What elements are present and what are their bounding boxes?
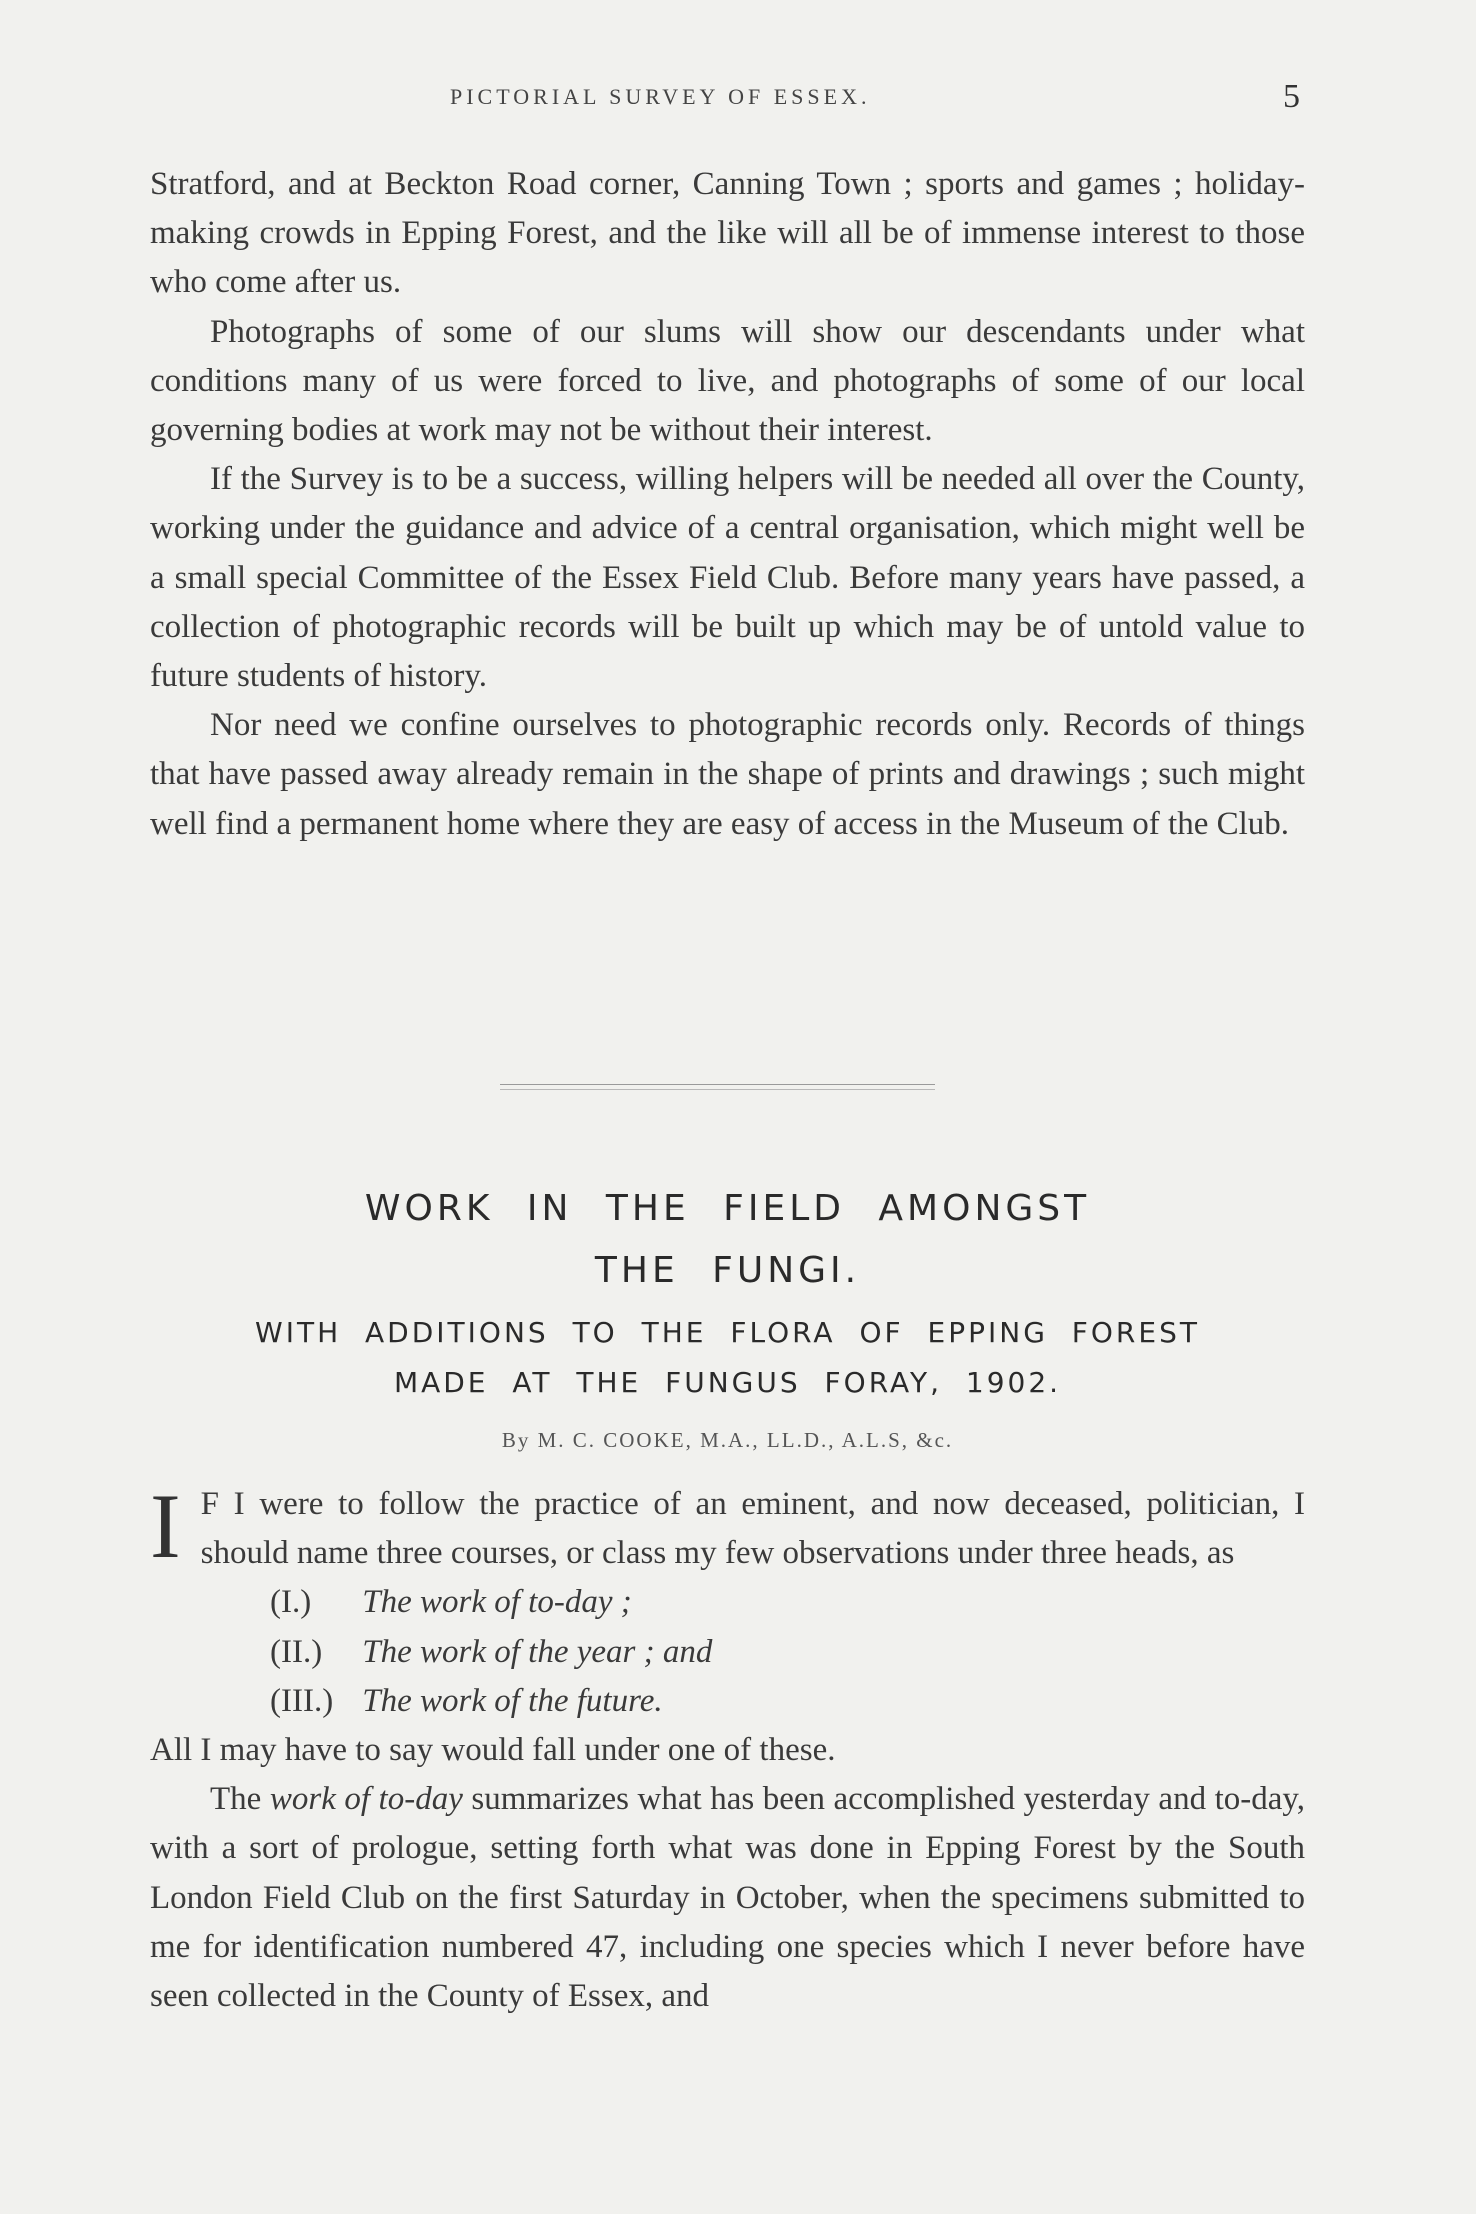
list-number: (III.) <box>270 1682 334 1719</box>
para-rest: summarizes what has been accomplished yesterday and to-day, with a sort of prologue, setting forth what was done in Epping Forest by the South London Field Club on the first Saturday in October, when the specimens submitted to me for identification numbered 47, including one species which I never before have seen collected in the County of Essex, and <box>150 1781 1306 2015</box>
author-byline: By M. C. COOKE, M.A., LL.D., A.L.S, &c. <box>501 1428 954 1452</box>
list-text: The work of the future. <box>362 1682 663 1719</box>
article-title <box>150 1178 1305 1302</box>
paragraph: Nor need we confine ourselves to photographic records only. Records of things that have passed away already remain in the shape of prints and drawings ; such might well find a permanent home where they are easy of access in the Museum of the Club. <box>150 707 1305 842</box>
intro-text: F I were to follow the practice of an eminent, and now deceased, politician, I should name three courses, or class my few observations under three heads, as <box>200 1486 1305 1572</box>
list-item <box>150 1578 1305 1627</box>
list-text: The work of to-day ; <box>362 1584 632 1621</box>
article-subtitle-line: MADE AT THE FUNGUS FORAY, 1902. <box>393 1366 1062 1399</box>
article-subtitle-line: WITH ADDITIONS TO THE FLORA OF EPPING FOREST <box>255 1316 1200 1349</box>
para-start: The <box>210 1781 262 1818</box>
article-subtitle <box>150 1308 1305 1408</box>
paragraph: Stratford, and at Beckton Road corner, Canning Town ; sports and games ; holiday-making crowds in Epping Forest, and the like will all be of immense interest to those who come after us. <box>150 166 1305 301</box>
paragraph: If the Survey is to be a success, willing helpers will be needed all over the County, working under the guidance and advice of a central organisation, which might well be a small special Committee of the Essex Field Club. Before many years have passed, a collection of photographic records will be built up which may be of untold value to future students of history. <box>150 461 1305 695</box>
article-title-line: THE FUNGI. <box>594 1250 861 1291</box>
list-number: (I.) <box>270 1584 312 1621</box>
para-italic: work of to-day <box>269 1781 463 1818</box>
running-head <box>0 78 1476 118</box>
list-item <box>150 1677 1305 1726</box>
page-number: 5 <box>1283 78 1300 115</box>
paragraph: All I may have to say would fall under one of these. <box>150 1732 836 1769</box>
paragraph: Photographs of some of our slums will show our descendants under what conditions many of us were forced to live, and photographs of some of our local governing bodies at work may not be without their interest. <box>150 313 1305 449</box>
list-text: The work of the year ; and <box>362 1633 713 1670</box>
section-divider <box>500 1084 935 1090</box>
article-body <box>150 1475 1306 2021</box>
intro-paragraph <box>150 1475 1305 1578</box>
list-number: (II.) <box>270 1633 323 1670</box>
heads-list <box>150 1578 1305 1726</box>
survey-continuation <box>150 160 1305 849</box>
running-title: PICTORIAL SURVEY OF ESSEX. <box>450 84 871 109</box>
article-title-line: WORK IN THE FIELD AMONGST <box>364 1188 1091 1229</box>
list-item <box>150 1628 1305 1677</box>
paragraph <box>150 1775 1305 2021</box>
drop-cap: I <box>150 1475 181 1577</box>
